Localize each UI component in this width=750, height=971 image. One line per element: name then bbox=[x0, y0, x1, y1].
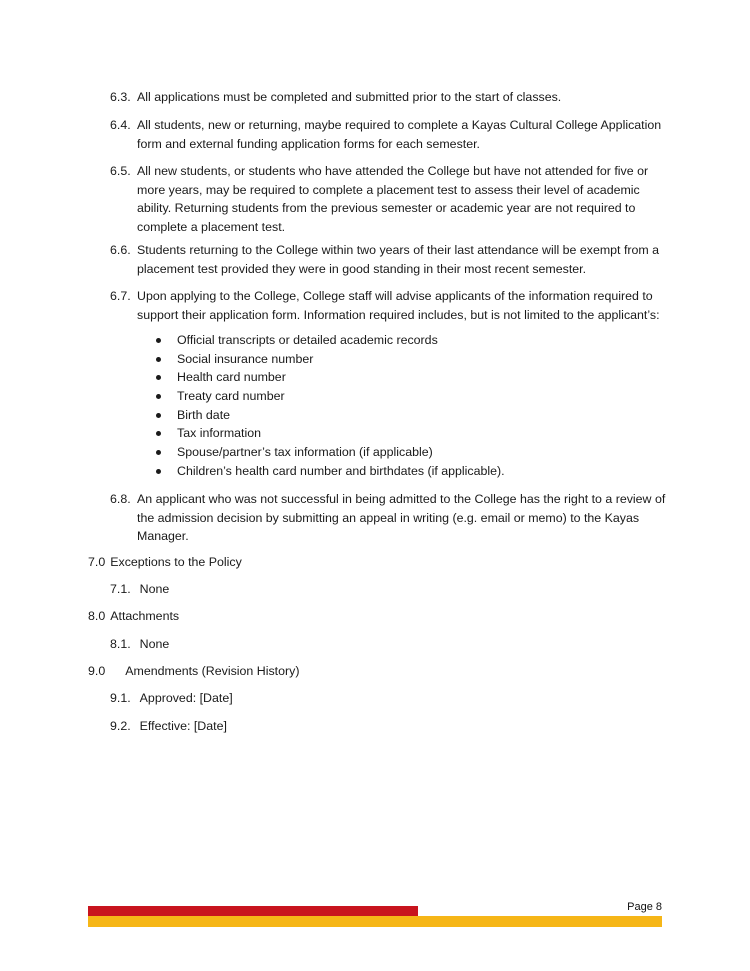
item-text: Approved: [Date] bbox=[139, 691, 233, 705]
item-number: 7.1. bbox=[110, 582, 131, 596]
item-text: All students, new or returning, maybe required to complete a Kayas Cultural College Application form and external funding application forms for each semester. bbox=[137, 118, 662, 151]
list-item-text: Official transcripts or detailed academic records bbox=[177, 333, 438, 347]
bullet-icon bbox=[156, 469, 161, 474]
list-item bbox=[153, 387, 653, 406]
bullet-icon bbox=[156, 375, 161, 380]
section-heading-exceptions bbox=[88, 553, 242, 571]
footer-yellow-bar bbox=[88, 916, 662, 927]
item-text: Students returning to the College within two years of their last attendance will be exempt from a placement test provided they were in good standing in their most recent semester. bbox=[137, 243, 660, 276]
section-heading-attachments bbox=[88, 607, 179, 625]
list-item bbox=[153, 368, 653, 387]
item-text: All new students, or students who have attended the College but have not attended for five or more years, may be required to complete a placement test to assess their level of academic ability. Returning students from the previous semester or academic year are not required to complete a placement test. bbox=[137, 164, 649, 234]
item-text: Effective: [Date] bbox=[139, 719, 227, 733]
section-item-9-1 bbox=[110, 689, 233, 707]
section-number: 9.0 bbox=[88, 664, 106, 678]
list-item bbox=[153, 331, 653, 350]
section-title: Amendments (Revision History) bbox=[125, 664, 300, 678]
policy-item-6-4 bbox=[110, 116, 670, 153]
bullet-icon bbox=[156, 338, 161, 343]
item-text: None bbox=[139, 582, 170, 596]
bullet-icon bbox=[156, 413, 161, 418]
item-number: 8.1. bbox=[110, 637, 131, 651]
list-item-text: Social insurance number bbox=[177, 351, 314, 366]
list-item-text: Treaty card number bbox=[177, 389, 285, 404]
bullet-icon bbox=[156, 431, 161, 436]
policy-item-6-6 bbox=[110, 241, 670, 278]
section-number: 8.0 bbox=[88, 609, 106, 623]
required-information-list bbox=[153, 331, 653, 481]
list-item-text: Spouse/partner’s tax information (if applicable) bbox=[177, 445, 433, 460]
policy-item-6-3 bbox=[110, 88, 670, 107]
policy-item-6-8 bbox=[110, 490, 670, 546]
list-item-text: Birth date bbox=[177, 407, 231, 422]
item-number: 6.3. bbox=[110, 90, 131, 104]
section-item-9-2 bbox=[110, 717, 227, 735]
list-item-text: Children’s health card number and birthdates (if applicable). bbox=[177, 463, 505, 478]
section-item-7-1 bbox=[110, 580, 169, 598]
list-item bbox=[153, 406, 653, 425]
section-heading-amendments bbox=[88, 662, 299, 680]
page-number: Page 8 bbox=[627, 901, 662, 913]
item-text: None bbox=[139, 637, 170, 651]
policy-item-6-7 bbox=[110, 287, 670, 324]
item-number: 6.7. bbox=[110, 289, 131, 303]
list-item bbox=[153, 424, 653, 443]
footer-red-bar bbox=[88, 906, 418, 916]
list-item bbox=[153, 443, 653, 462]
list-item bbox=[153, 462, 653, 481]
section-item-8-1 bbox=[110, 635, 169, 653]
item-number: 6.6. bbox=[110, 243, 131, 257]
item-number: 6.5. bbox=[110, 164, 131, 178]
section-title: Exceptions to the Policy bbox=[110, 555, 242, 569]
item-text: All applications must be completed and submitted prior to the start of classes. bbox=[137, 90, 562, 104]
policy-item-6-5 bbox=[110, 162, 670, 236]
bullet-icon bbox=[156, 450, 161, 455]
item-text: An applicant who was not successful in being admitted to the College has the right to a review of the admission decision by submitting an appeal in writing (e.g. email or memo) to the Kayas Manager. bbox=[137, 492, 666, 543]
list-item-text: Tax information bbox=[177, 426, 262, 441]
list-item-text: Health card number bbox=[177, 370, 286, 385]
section-number: 7.0 bbox=[88, 555, 106, 569]
section-title: Attachments bbox=[110, 609, 180, 623]
bullet-icon bbox=[156, 394, 161, 399]
list-item bbox=[153, 350, 653, 369]
bullet-icon bbox=[156, 357, 161, 362]
item-number: 6.8. bbox=[110, 492, 131, 506]
item-number: 9.2. bbox=[110, 719, 131, 733]
item-number: 6.4. bbox=[110, 118, 131, 132]
item-number: 9.1. bbox=[110, 691, 131, 705]
item-text: Upon applying to the College, College staff will advise applicants of the information required to support their application form. Information required includes, but is not limited to the applicant’s: bbox=[137, 289, 660, 322]
